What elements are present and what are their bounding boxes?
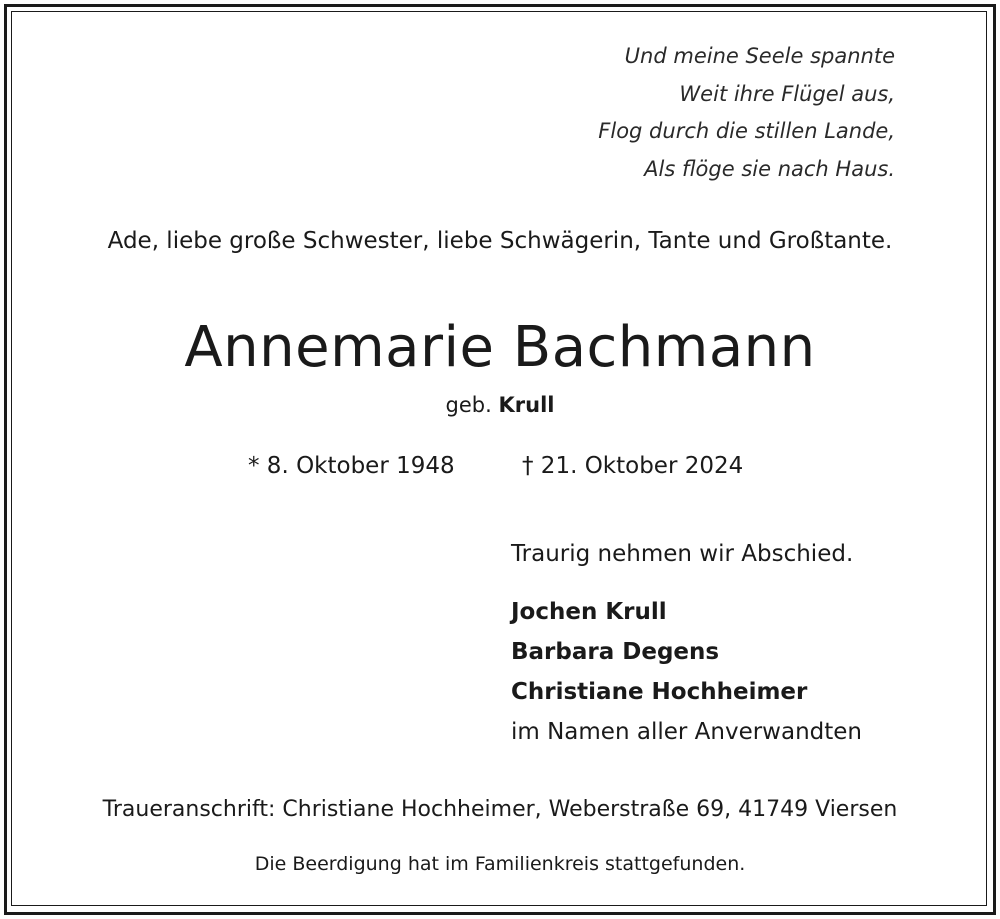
- born-prefix: geb.: [445, 393, 492, 417]
- mourners-closing: im Namen aller Anverwandten: [511, 719, 862, 745]
- poem-line: Und meine Seele spannte: [624, 44, 895, 68]
- mourner-name: Barbara Degens: [511, 639, 720, 665]
- mourners-block: [511, 534, 862, 752]
- death-date: † 21. Oktober 2024: [522, 453, 744, 479]
- mourning-address: Traueranschrift: Christiane Hochheimer, Weberstraße 69, 41749 Viersen: [102, 797, 898, 822]
- birth-date: * 8. Oktober 1948: [248, 453, 455, 479]
- farewell-line: Ade, liebe große Schwester, liebe Schwägerin, Tante und Großtante.: [107, 228, 893, 254]
- deceased-name: Annemarie Bachmann: [184, 315, 816, 380]
- born-surname: Krull: [498, 393, 555, 417]
- poem-line: Flog durch die stillen Lande,: [598, 119, 895, 143]
- funeral-note: Die Beerdigung hat im Familienkreis stattgefunden.: [254, 853, 746, 875]
- mourner-name: Christiane Hochheimer: [511, 679, 808, 705]
- maiden-name: [0, 393, 1000, 417]
- poem: [598, 38, 895, 188]
- mourner-name: Jochen Krull: [511, 599, 667, 625]
- poem-line: Als flöge sie nach Haus.: [644, 156, 895, 181]
- poem-line: Weit ihre Flügel aus,: [679, 81, 895, 106]
- mourners-lead: Traurig nehmen wir Abschied.: [511, 541, 854, 567]
